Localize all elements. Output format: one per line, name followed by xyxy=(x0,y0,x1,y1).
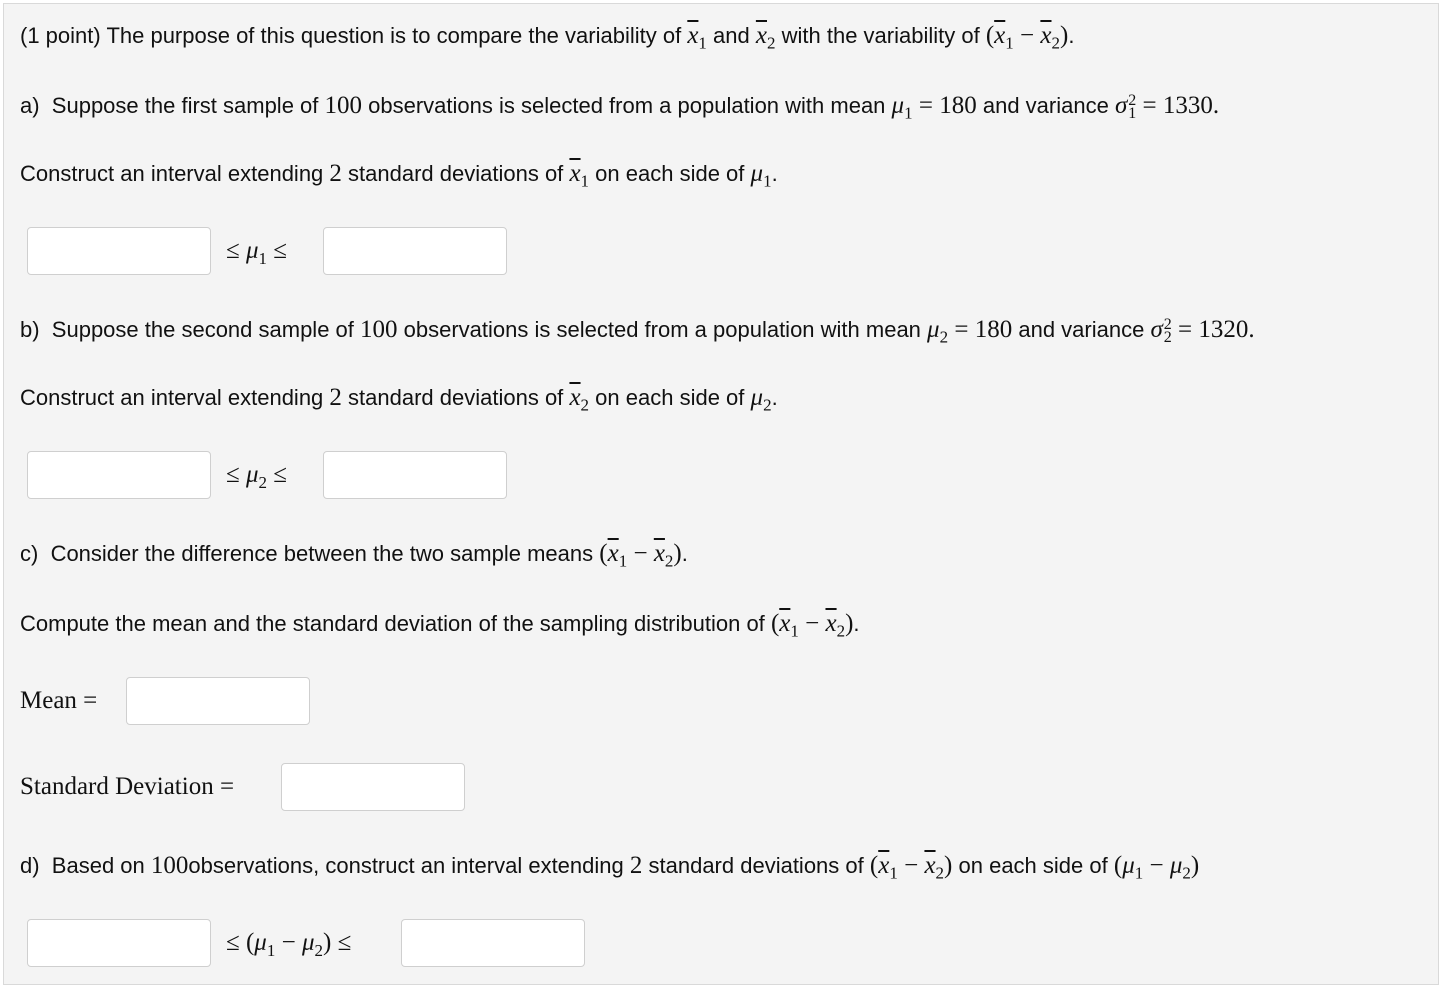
part-d-k: 2 xyxy=(629,852,643,879)
part-d-statement: d) Based on 100observations, construct an interval extending 2 standard deviations of $(\overline{x}_1 - \overline{x}_2)$ on each side of $(\mu_1 - \mu_2)$ xyxy=(20,852,1200,883)
mean-label: Mean = xyxy=(20,687,98,714)
part-c-compute: Compute the mean and the standard deviation of the sampling distribution of $(\overline{x}_1 - \overline{x}_2)$. xyxy=(20,610,860,641)
intro-with: with the variability of xyxy=(781,23,980,48)
part-a-relation: ≤ $\mu_1$ ≤ xyxy=(226,237,288,268)
part-a-lower-input[interactable] xyxy=(27,227,211,275)
part-b-construct3: on each side of xyxy=(595,385,745,410)
part-a-label: a) xyxy=(20,93,40,118)
part-b-relation: ≤ $\mu_2$ ≤ xyxy=(226,461,288,492)
part-d-n: 100 xyxy=(150,852,189,879)
part-d-relation: ≤ $(\mu_1 - \mu_2)$ ≤ xyxy=(226,929,352,960)
part-b-text1: Suppose the second sample of xyxy=(51,317,354,342)
part-b-text3: and variance xyxy=(1018,317,1145,342)
intro-line: (1 point) The purpose of this question is to compare the variability of $\overline{x}_1$ and $\overline{x}_2$ with the variability of $(\overline{x}_1 - \overline{x}_2)$. xyxy=(20,22,1075,53)
part-a-n: 100 xyxy=(324,92,363,119)
part-a-variance-value: 1330. xyxy=(1162,92,1220,119)
part-d-text1: Based on xyxy=(51,853,145,878)
part-a-mean-value: 180 xyxy=(939,92,977,119)
part-a-statement: a) Suppose the first sample of 100 observations is selected from a population with mean $\mu_1 = 180$ and variance σ 2 1 = 1330. xyxy=(20,92,1220,123)
part-c-statement: c) Consider the difference between the two sample means $(\overline{x}_1 - \overline{x}_2)$. xyxy=(20,540,688,571)
part-d-text2: observations, construct an interval extending xyxy=(188,853,624,878)
intro-and: and xyxy=(713,23,750,48)
part-b-lower-input[interactable] xyxy=(27,451,211,499)
question-panel xyxy=(3,3,1439,985)
part-c-label: c) xyxy=(20,541,39,566)
part-a-construct3: on each side of xyxy=(595,161,745,186)
part-b-mean-value: 180 xyxy=(974,316,1013,343)
part-c-text1: Consider the difference between the two sample means xyxy=(50,541,594,566)
part-a-construct: Construct an interval extending 2 standard deviations of $\overline{x}_1$ on each side of $\mu_1$. xyxy=(20,160,778,191)
part-a-text3: and variance xyxy=(982,93,1109,118)
part-b-variance-value: 1320. xyxy=(1198,316,1255,343)
part-b-upper-input[interactable] xyxy=(323,451,507,499)
part-d-upper-input[interactable] xyxy=(401,919,585,967)
sd-label: Standard Deviation = xyxy=(20,773,235,800)
part-a-k: 2 xyxy=(329,160,342,187)
part-c-text2: Compute the mean and the standard deviation of the sampling distribution of xyxy=(20,611,765,636)
part-a-construct2: standard deviations of xyxy=(348,161,564,186)
part-b-k: 2 xyxy=(329,384,342,411)
part-d-label: d) xyxy=(20,853,40,878)
part-b-construct2: standard deviations of xyxy=(348,385,564,410)
part-b-label: b) xyxy=(20,317,40,342)
part-b-n: 100 xyxy=(360,316,398,343)
part-d-lower-input[interactable] xyxy=(27,919,211,967)
part-a-upper-input[interactable] xyxy=(323,227,507,275)
part-b-construct1: Construct an interval extending xyxy=(20,385,324,410)
part-b-text2: observations is selected from a population with mean xyxy=(403,317,921,342)
part-a-text1: Suppose the first sample of xyxy=(51,93,319,118)
points-label: (1 point) xyxy=(20,23,101,48)
part-d-text3: standard deviations of xyxy=(648,853,864,878)
intro-text: The purpose of this question is to compare the variability of xyxy=(106,23,682,48)
mean-input[interactable] xyxy=(126,677,310,725)
part-a-construct1: Construct an interval extending xyxy=(20,161,324,186)
part-a-text2: observations is selected from a population with mean xyxy=(368,93,886,118)
part-d-text4: on each side of xyxy=(958,853,1108,878)
part-b-statement: b) Suppose the second sample of 100 observations is selected from a population with mean $\mu_2 = 180$ and variance σ 2 2 = 1320. xyxy=(20,316,1255,347)
sd-input[interactable] xyxy=(281,763,465,811)
part-b-construct: Construct an interval extending 2 standard deviations of $\overline{x}_2$ on each side of $\mu_2$. xyxy=(20,384,778,415)
